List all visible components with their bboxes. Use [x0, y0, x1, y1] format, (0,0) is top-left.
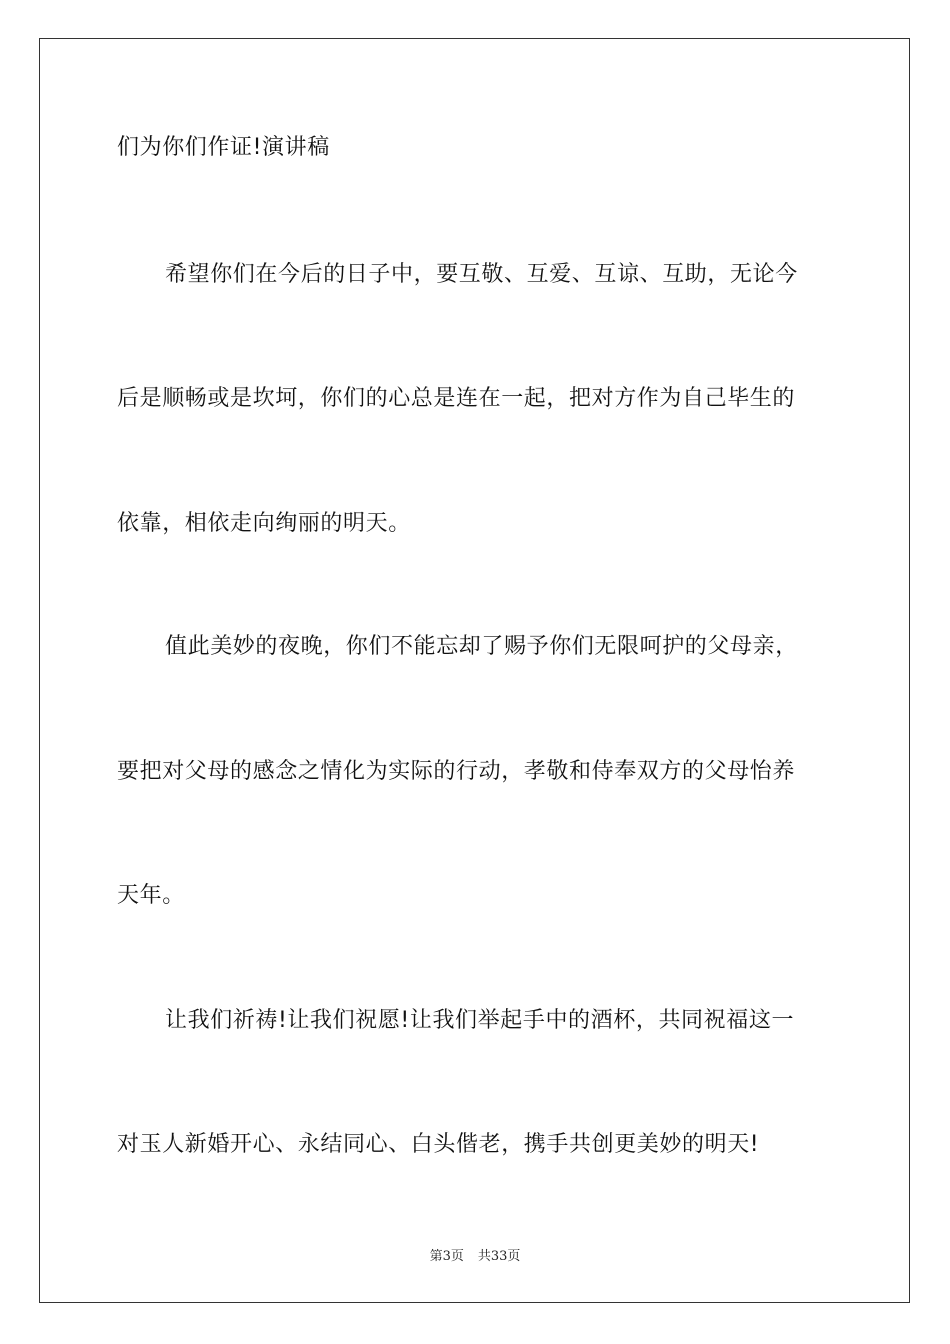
text-line-7: 天年。 [117, 883, 185, 908]
text-line-6: 要把对父母的感念之情化为实际的行动，孝敬和侍奉双方的父母怡养 [117, 759, 796, 784]
page-number: 第3页 [429, 1249, 464, 1264]
text-line-2: 希望你们在今后的日子中，要互敬、互爱、互谅、互助，无论今 [165, 262, 798, 287]
page-total: 共33页 [477, 1249, 521, 1264]
page-frame [39, 38, 910, 1303]
text-line-5: 值此美妙的夜晚，你们不能忘却了赐予你们无限呵护的父母亲， [165, 634, 798, 659]
page-footer [0, 1248, 950, 1266]
text-line-1: 们为你们作证!演讲稿 [117, 135, 330, 160]
text-line-9: 对玉人新婚开心、永结同心、白头偕老，携手共创更美妙的明天! [117, 1132, 760, 1157]
text-line-8: 让我们祈祷!让我们祝愿!让我们举起手中的酒杯，共同祝福这一 [165, 1008, 795, 1033]
text-line-4: 依靠，相依走向绚丽的明天。 [117, 511, 411, 536]
text-line-3: 后是顺畅或是坎坷，你们的心总是连在一起，把对方作为自己毕生的 [117, 386, 796, 411]
